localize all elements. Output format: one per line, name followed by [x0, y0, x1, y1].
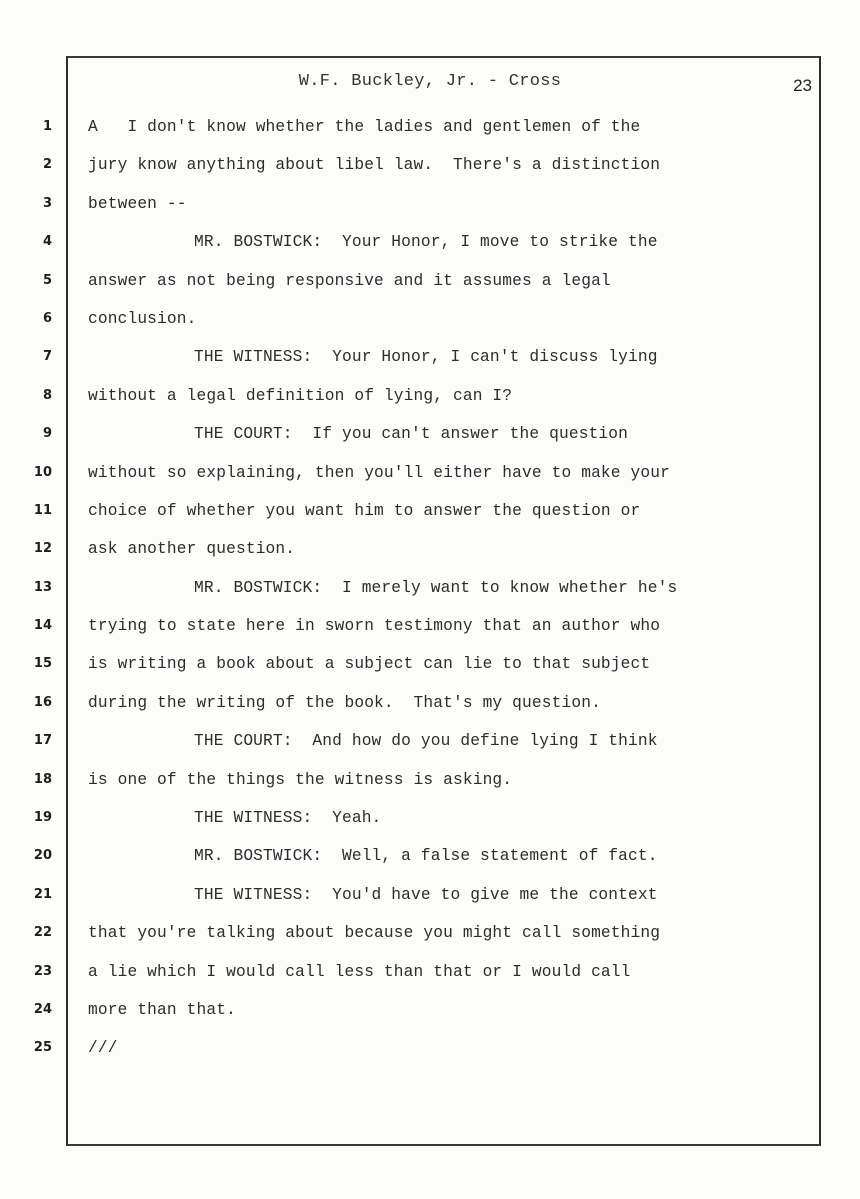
line-number: 21: [33, 886, 52, 902]
transcript-line: that you're talking about because you might call something: [88, 924, 661, 943]
transcript-line: a lie which I would call less than that or I would call: [88, 962, 631, 981]
transcript-body: [88, 115, 808, 1075]
line-number: 23: [33, 963, 52, 979]
line-number: 6: [42, 310, 52, 326]
transcript-line: ask another question.: [88, 540, 296, 559]
line-number: 12: [33, 541, 52, 557]
transcript-line: more than that.: [88, 1000, 236, 1019]
transcript-line-speaker: MR. BOSTWICK: Well, a false statement of fact.: [194, 847, 658, 866]
line-number: 1: [42, 119, 52, 134]
line-number: 5: [42, 272, 52, 288]
line-number: 10: [33, 464, 52, 480]
transcript-line: between --: [88, 194, 187, 213]
line-number: 9: [42, 426, 52, 442]
line-number: 2: [42, 157, 52, 173]
line-number: 14: [33, 618, 52, 634]
line-number-column: [22, 115, 52, 1075]
transcript-line: trying to state here in sworn testimony that an author who: [88, 617, 661, 636]
line-number: 3: [42, 195, 52, 211]
transcript-line: choice of whether you want him to answer the question or: [88, 501, 641, 520]
transcript-line-speaker: THE WITNESS: Your Honor, I can't discuss lying: [194, 348, 658, 367]
transcript-line: without so explaining, then you'll either have to make your: [88, 463, 670, 482]
line-number: 17: [33, 733, 52, 749]
line-number: 11: [33, 502, 52, 518]
line-number: 24: [33, 1001, 52, 1017]
line-number: 7: [42, 349, 52, 365]
transcript-line-speaker: MR. BOSTWICK: I merely want to know whether he's: [194, 578, 678, 597]
line-number: 25: [33, 1040, 52, 1056]
transcript-line: without a legal definition of lying, can I?: [88, 386, 513, 405]
line-number: 15: [33, 656, 52, 672]
transcript-line: is one of the things the witness is asking.: [88, 770, 513, 789]
line-number: 8: [42, 387, 52, 403]
transcript-line: is writing a book about a subject can lie to that subject: [88, 655, 651, 674]
page-header-title: W.F. Buckley, Jr. - Cross: [298, 72, 562, 91]
line-number: 16: [33, 694, 52, 710]
line-number: 4: [42, 234, 52, 250]
transcript-line: jury know anything about libel law. There's a distinction: [88, 156, 661, 175]
transcript-line: conclusion.: [88, 309, 197, 328]
line-number: 22: [33, 925, 52, 941]
transcript-line: A I don't know whether the ladies and gentlemen of the: [88, 118, 641, 136]
transcript-line-speaker: THE COURT: And how do you define lying I think: [194, 732, 658, 751]
transcript-line-speaker: THE WITNESS: Yeah.: [194, 809, 382, 828]
line-number: 19: [33, 810, 52, 826]
line-number: 13: [33, 579, 52, 595]
transcript-line-speaker: MR. BOSTWICK: Your Honor, I move to strike the: [194, 233, 658, 252]
transcript-line-speaker: THE COURT: If you can't answer the question: [194, 425, 629, 444]
line-number: 18: [33, 771, 52, 787]
transcript-line: answer as not being responsive and it assumes a legal: [88, 271, 611, 290]
page-number: 23: [793, 76, 812, 95]
transcript-line-speaker: THE WITNESS: You'd have to give me the context: [194, 885, 658, 904]
transcript-line-continuation-mark: ///: [88, 1039, 118, 1058]
transcript-line: during the writing of the book. That's my question.: [88, 693, 601, 712]
line-number: 20: [33, 848, 52, 864]
